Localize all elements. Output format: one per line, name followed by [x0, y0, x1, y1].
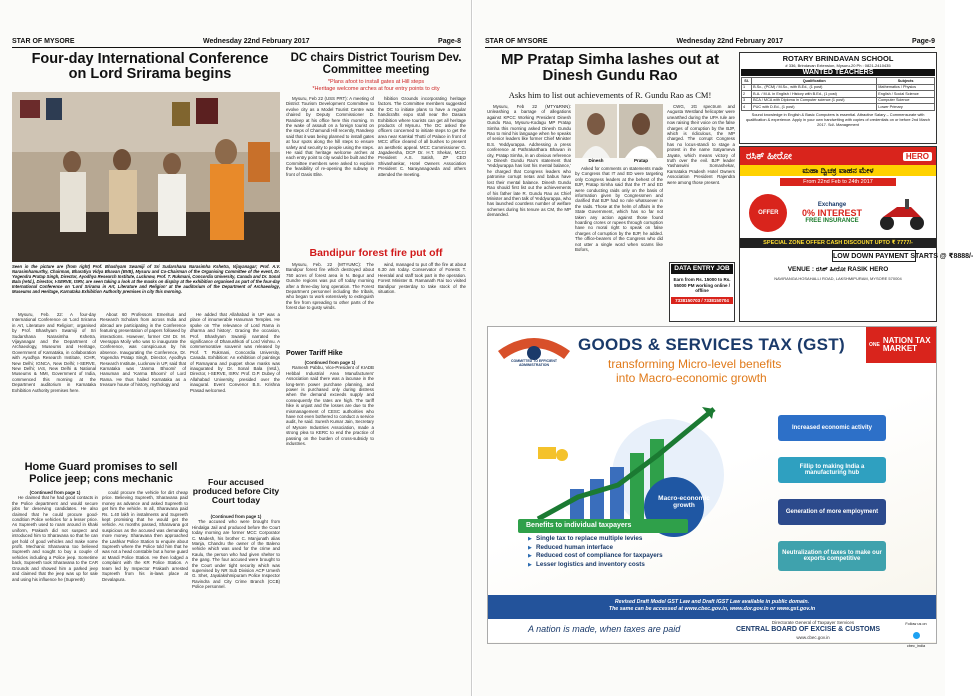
table-cell: English / Social Science	[877, 91, 935, 98]
table-cell: 3	[742, 97, 752, 104]
data-entry-title: DATA ENTRY JOB	[671, 264, 733, 274]
hero-header	[740, 147, 936, 165]
newspaper-page-9	[473, 0, 973, 696]
lead-headline: Four-day International Conference on Lord Srirama begins	[31, 51, 269, 83]
dc-body-2: hibition Grounds incorporating heritage factors. The Committee members suggested the DC to initiate plans to have a regular handicrafts expo stall near the Dasara Exhibition where tourists can get all heritage products of Mysuru. The DC asked the officers concerned to initiate steps to get the area near Kamkal Thotti of Palace in front of MCC office cleared of all bushes to present an aesthetic appeal. MCC Commissioner G. Jagadeesha, DCP Dr. H.T. Shekar, MCCI President A.S. Satish, ZP CEO Shivashankar, Hotel Owners Association President C. Narayanagowda and others attended the meeting.	[378, 96, 466, 177]
pratap-col2	[575, 166, 663, 344]
home-guard-continued: (Continued from page 1)	[29, 490, 81, 495]
data-entry-ad	[669, 262, 735, 322]
dc-headline: DC chairs District Tourism Dev. Committee meeting	[290, 52, 462, 77]
masthead-page: Page-8	[438, 38, 461, 45]
table-cell: 4	[742, 104, 752, 111]
scooter-icon	[877, 195, 927, 231]
four-accused-headline: Four accused produced before City Court today	[192, 477, 280, 506]
pratap-col3	[667, 104, 735, 254]
rotary-col-qualification: Qualification	[752, 78, 877, 85]
bandipur-headline: Bandipur forest fire put off	[309, 247, 443, 259]
dc-body-1: Mysuru, Feb 22 (USS PRT): A meeting of District Tourism Development Committee to evolve city as a Model Tourist Centre was chaired by Deputy Commissioner D. Randeep at his office here this morning. In the wake of assault on a foreign tourist on the steps of Chamundi Hill recently, Randeep said that it was being planned to install gates at four spots along the hill steps to ensure safety and security to people using the steps. He said that heritage welcome arches at each entry point to city would be built and the Committee members were asked to explore the feasibility of re-opening the subway in front of Oasis Elite.	[286, 96, 374, 177]
bandipur-body-1: Mysuru, Feb. 22 (MTYUMC): The Bandipur forest fire which destroyed about 750 acres of forest area in N. Begur and Gundre regions was put off today morning after a three-day long operation. The Forest Department personnel including the tribals, who began to work extensively to extinguish the fire from spreading to other parts of the forest due to gusty winds.	[286, 262, 374, 311]
gst-directorate: Directorate General of Taxpayer Services	[771, 620, 855, 625]
list-item: ▶ Lesser logistics and inventory costs	[528, 561, 663, 570]
rotary-col-subjects: Subjects	[877, 78, 935, 85]
table-cell: BCA / MCA with Diploma in Computer science (1 post)	[752, 97, 877, 104]
table-cell: B.Sc., (PCM) / M.Sc., with B.Ed., (1 post)	[752, 84, 877, 91]
power-col	[286, 360, 374, 690]
home-guard-col2	[102, 490, 188, 690]
lead-body-text-3: He added that Allahabad in UP was a place of innumerable Hanuman Temples. He spoke on 'The relevance of Lord Rama in dharma and history'. Gracing the occasion, Prof. Bhashyam Swamiji narrated the significance of Dhanushkoti of Lord Vishnu. A commemorative souvenir was released by Prof. T. Rukmani, Concordia University, Canada. Exhibition: An exhibition of paintings of Ramayana and puppet show masks was inaugurated by Dr. Sonal Bala (retd.), Director, I-SERVE, ISRV. Prof. D.P. Dubey of Allahabad University, presided over the inaugural. Event Convenor B.S. Krishna Prasad welcomed.	[190, 312, 280, 393]
table-row	[742, 104, 935, 111]
table-cell: 1	[742, 84, 752, 91]
gst-badge: COMMITTED TO EFFICIENT ADMINISTRATION	[510, 359, 558, 367]
one-nation-label: ONE	[869, 342, 880, 348]
power-body: Ramesh Pabbu, Vice-President of KIADB Hebbal Industrial Area Manufacturers' Association said there was a lacunae in the long-term power purchase planning, and power is purchased only during distress when the demand exceeds supply and consequently the rates are high. The tariff hike is unjust and the losses are due to the mismanagement of CESC authorities who have not even bothered to conduct a service audit, he said. Suresh Kumar Jain, Secretary of Mysore Industries Association, made a strong plea to KERC to end the practice of passing on the burden of cross-subsidy to industries.	[286, 365, 374, 447]
dc-subhead-2: *Heritage welcome arches at four entry points to city	[312, 86, 440, 92]
hero-special: SPECIAL ZONE OFFER CASH DISCOUNT UPTO ₹ 7777/-	[740, 238, 936, 248]
rotary-note: Sound knowledge in English & Basic Computers is essential. Attractive Salary – Commensurate with qualification & experience. Apply in your own handwriting with copies of credentials on or before 2nd March 2017. Sd/- Management	[745, 111, 931, 127]
lead-body-col1	[12, 312, 96, 460]
growth-graph-illustration	[518, 389, 768, 539]
data-entry-phone: 7338150703 / 7338150704	[671, 297, 733, 304]
power-headline: Power Tariff Hike	[286, 350, 343, 357]
gst-revised-line-2: The same can be accessed at www.cbec.gov.in, www.dor.gov.in or www.gst.gov.in	[608, 606, 816, 612]
gst-subtitle-2: into Macro-economic growth	[616, 371, 767, 385]
dc-col1	[286, 96, 374, 246]
power-continued: (Continued from page 1)	[304, 360, 356, 365]
table-cell: Lower Primary	[877, 104, 935, 111]
four-accused-col	[192, 514, 280, 690]
pratap-col1	[487, 104, 571, 344]
pratap-body-1: Mysuru, Feb 22 (MTY&RNN): Unleashing a barrage of allegations against KPCC Working President Dinesh Gundu Rao, Mysuru-Kodagu MP Pratap Simha this morning asked Dinesh Gundu Rao to mind his language when he speaks of senior leaders like former Chief Minister B.S. Yeddyurappa. Addressing a press conference at Pathrakarthara Bhavan in city, Pratap Simha, in an obvious reference to Dinesh Gundu Rao's statement that 'Yeddyurappa has lost his mental balance,' he charged that Congress leaders who patronise corrupt netas and babus have lost their mental balance. Dinesh Gundu Rao should first list out the achievements of his father late R. Gundu Rao as Chief Minister and then talk of Yeddyurappa, who has launched countless number of welfare schemes during his tenure as CM, the MP demanded.	[487, 104, 571, 218]
macro-growth-label: Macro-economic growth	[658, 495, 710, 509]
list-item: ▶ Reduced cost of compliance for taxpayers	[528, 552, 663, 561]
hero-ad	[739, 146, 973, 322]
dinesh-label: Dinesh	[588, 158, 604, 163]
pratap-body-2: Asked for comments on statements made by Congress that IT and ED were targeting only Congress leaders at the behest of the BJP, Pratap Simha said that the IT and ED were conducting raids only on the basis of information given by Congressmen and clarified that BJP had no role whatsoever in the raids. Those at the helm of affairs in the State Government, which has so far not taken any action against those found hoarding crores or rupees through corruption have no moral right to speak on false charges of corruption by the BJP, he added. The office-bearers of the Congress who did not utter a single word when scams like Bofors,	[575, 166, 663, 253]
hero-offer-1: OFFER	[758, 210, 779, 216]
list-item: ▶ Single tax to replace multiple levies	[528, 535, 663, 544]
newspaper-page-8	[0, 0, 472, 696]
gst-revised-band	[488, 595, 936, 619]
bandipur-body-2: wind, managed to put off the fire at about 6.30 am today. Conservator of Forests T. Heeralal and staff took part in the operation. Forest Minister B. Ramanath Rai too visited Bandipur yesterday to take stock of the situation.	[378, 262, 466, 295]
hero-brand-kannada: ರಸಿಕ್ ಹೀರೋ	[746, 150, 792, 162]
hero-mela: ಮಹಾ ದ್ವಿಚಕ್ರ ವಾಹನ ಮೇಳ	[740, 165, 936, 176]
lead-body-text-1: Mysuru, Feb. 22: A four-day International Conference on 'Lord Srirama in Art, Literature and Religion', organised by Prof. Bhashyam Swamiji of Sri Sudarshana Narasimha Kshetra, Vijayanagar and the Department of Archaeology, Museums and Heritage, Government of Karnataka, in collaboration with Ayodhya Research Institute, ICHR, New Delhi; IGNCA, New Delhi; I-SERVE, New Delhi; IAS, New Delhi & National Museums & NMI, Government of India, commenced this morning at the Department auditorium in Karnataka Exhibition Authority premises here.	[12, 312, 96, 393]
rotary-col-sl: Sl.	[742, 78, 752, 85]
nation-tax-market-logo	[866, 327, 936, 363]
table-cell: 2	[742, 91, 752, 98]
pratap-body-3: CWG, 2G spectrum and Augusta Westland helicopter were unearthed during the UPA rule are now raising their voice on the false charges of corruption by the BJP, which is ridiculous, the MP charged. The corrupt Congress has no locus-standi to stage a protest in the name Satyameva Jayate, which means victory of truth over the evil. BJP leader Yashaswini Somashekar, Karnataka Pradesh Hotel Owners Association President Rajendra were among those present.	[667, 104, 735, 185]
gst-ad	[487, 326, 937, 648]
list-item: ▶ Reduced human interface	[528, 544, 663, 553]
conference-photo	[12, 92, 280, 262]
hero-offers	[740, 188, 936, 238]
benefit-exports: Neutralization of taxes to make our exports competitive	[778, 541, 886, 571]
table-cell: Mathematics / Physics	[877, 84, 935, 91]
home-guard-col1	[12, 490, 98, 690]
twitter-icon	[913, 632, 920, 639]
gst-title: GOODS & SERVICES TAX (GST)	[578, 335, 845, 354]
gst-web: www.cbec.gov.in	[796, 635, 830, 640]
pratap-headline: MP Pratap Simha lashes out at Dinesh Gundu Rao	[500, 51, 720, 84]
masthead-right	[485, 36, 935, 48]
rotary-title: ROTARY BRINDAVAN SCHOOL	[782, 54, 894, 63]
hero-lowdown: LOW DOWN PAYMENT STARTS @ ₹8888/-	[832, 250, 916, 262]
taxpayer-benefits-header: Benefits to individual taxpayers	[518, 519, 688, 533]
table-cell: Computer Science	[877, 97, 935, 104]
rotary-school-ad	[739, 52, 937, 144]
gst-revised-line-1: Revised Draft Model GST Law and Draft IGST Law available in public domain.	[614, 599, 810, 605]
rotary-table	[741, 77, 935, 111]
four-accused-continued: (Continued from page 1)	[210, 514, 262, 519]
home-guard-body-1: He claimed that he had good contacts in the Police department and would secure jobs for deserving candidates. He also claimed that he could procure good-condition Police vehicles for a lesser price. As Supreeth used to roam around in khaki uniform, Prakash did not suspect and introduced him to Sharavana so that he can get hold of good vehicles and make some profit. Mechanic Sharavana too believed Supreeth and sought to buy a couple of vehicles including a Police jeep. Sometime back, Supreeth took Sharavana to the CAR Grounds and showed him a parked jeep and claimed that the jeep was up for sale and using his influence he (Supreeth)	[12, 495, 98, 582]
gst-slogan: A nation is made, when taxes are paid	[528, 624, 681, 634]
hero-offer-2: Exchange	[817, 202, 847, 208]
bandipur-col2	[378, 262, 466, 318]
bandipur-col1	[286, 262, 374, 348]
data-entry-body: Earn from Rs. 15000 to Rs. 55000 PM working online / offline	[673, 277, 731, 293]
hero-logo: HERO	[903, 152, 932, 161]
pratap-photo	[619, 104, 663, 158]
pratap-label: Pratap	[633, 158, 648, 163]
nation-tax-market-text: NATION TAX MARKET	[882, 335, 931, 353]
dc-col2	[378, 96, 466, 246]
benefit-employment: Generation of more employment	[778, 499, 886, 525]
benefit-manufacturing-hub: Fillip to making India a manufacturing hub	[778, 457, 886, 483]
hero-offer-3: 0% INTEREST	[801, 208, 862, 218]
gst-board: CENTRAL BOARD OF EXCISE & CUSTOMS	[735, 626, 881, 633]
dc-subhead-1: *Plans afoot to install gates at Hill steps	[327, 79, 425, 85]
rotary-address: # 336, Brindavan Extension, Mysuru-20 Ph : 0821-2410435	[785, 63, 891, 68]
masthead-page-right: Page-9	[912, 38, 935, 45]
gst-footer	[488, 619, 936, 648]
gst-subtitle-1: transforming Micro-level benefits	[608, 357, 782, 371]
dinesh-photo	[575, 104, 617, 158]
masthead-date: Wednesday 22nd February 2017	[203, 38, 310, 45]
masthead-paper-right: STAR OF MYSORE	[485, 38, 548, 45]
gst-follow-text: Follow us on	[905, 622, 927, 626]
table-cell: PUC with D.Ed., (1 post)	[752, 104, 877, 111]
home-guard-headline: Home Guard promises to sell Police jeep; cons mechanic	[24, 461, 178, 485]
photo-caption: Seen in the picture are (from right) Prof. Bhashyam Swamiji of Sri Sudarshana Narasimha Kshetra, Vijayanagar; Prof. A.V. Narasimhamurthy, Chairman, Bharatiya Vidya Bhavan (BVB), Mysuru and Co-Chairman of the Organising Committee of the event, Dr. Yogendra Pratap Singh, Director, Ayodhya Research Institute, Lucknow, Prof. T. Rukmani, Concordia University, Canada and Dr. Sonal Bala (retd.), Director, I-SERVE, ISRV, are seen taking a look at the masks on display at the exhibition organised as part of the four-day International Conference on 'Lord Srirama in Art, Literature and Religion' at the auditorium of the Department of Archaeology, Museums and Heritage, Karnataka Exhibition Authority premises in city this morning.	[12, 264, 280, 294]
gst-handle: cbec_india	[906, 644, 926, 648]
gst-follow	[896, 622, 936, 648]
rotary-band: WANTED TEACHERS	[741, 69, 935, 76]
hero-offer-badge	[749, 194, 787, 232]
masthead-paper: STAR OF MYSORE	[12, 38, 75, 45]
home-guard-body-2: could procure the vehicle for dirt cheap price. Believing Supreeth, Sharavana paid money as advance and asked Supreeth to get him the vehicle. In all, Sharavana paid Rs. 1.40 lakh in instalments and Supreeth kept promising that he would get the vehicle. As months passed, Sharavana got suspicious as the accused was demanding more money. Sharavana then approached the Lashkar Police Station to enquire about Supreeth where the Police told him that he was not a head constable but a home guard at Mandi Police Station. He then lodged a complaint with the KR Police Station. A team led by Inspector Prakash arrested Supreeth from his in-laws place at Devalapura.	[102, 490, 188, 582]
hero-address: NAVIRANGA HOSAHALLI ROAD, LAKSHMIPURAM, MYSORE 570004	[774, 276, 902, 281]
lead-body-text-2: About 60 Professors Emeritus and Research Scholars from across India and abroad are participating in the Conference featuring presentation of papers followed by interactions. However, former CM Dr. M. Veerappa Moily who was to inaugurate the Conference, was conspicuous by his absence. Inaugurating the Conference, Dr. Yogendra Pratap Singh, Director, Ayodhya Research Institute, Lucknow in UP, said that Karnataka was 'Janma Bhoomi' of Hanuman and 'Karma Bhoomi' of Lord Rama. He thus hailed Karnataka as a treasure house of history, mythology and	[100, 312, 186, 388]
masthead-date-right: Wednesday 22nd February 2017	[676, 38, 783, 45]
four-accused-body: The accused who were brought from Hindalga Jail and produced before the Court today morning are former MCC Corporator C. Madesh, his brother C. Manjunath alias Manja, Chandru the owner of the Baleno vehicle which was used for the crime and Kaulu, the person who had given shelter to the gang. The four accused were brought to the Court under tight security which was supervised by NR Sub Division ACP Umesh G. Shet, Jayalakshmipuram Police Inspector Ravindra and City Crime Branch (CCB) Police personnel.	[192, 519, 280, 590]
benefit-economic-activity: Increased economic activity	[778, 415, 886, 441]
taxpayer-benefits-list	[528, 535, 663, 569]
hero-dates: From 22nd Feb to 24th 2017	[780, 178, 896, 186]
lead-body-col2	[100, 312, 186, 460]
masthead	[12, 36, 461, 48]
hero-offer-stack	[802, 202, 862, 224]
table-cell: B.A. / M.A. in English / History with B.Ed., (1 post)	[752, 91, 877, 98]
lead-body-col3	[190, 312, 280, 460]
hero-venue: VENUE : ರಸಿಕ್ ಹೀರೋ RASIK HERO	[787, 266, 889, 273]
pratap-deck: Asks him to list out achievements of R. Gundu Rao as CM!	[508, 90, 712, 100]
hero-offer-4: FREE INSURANCE	[805, 218, 859, 224]
